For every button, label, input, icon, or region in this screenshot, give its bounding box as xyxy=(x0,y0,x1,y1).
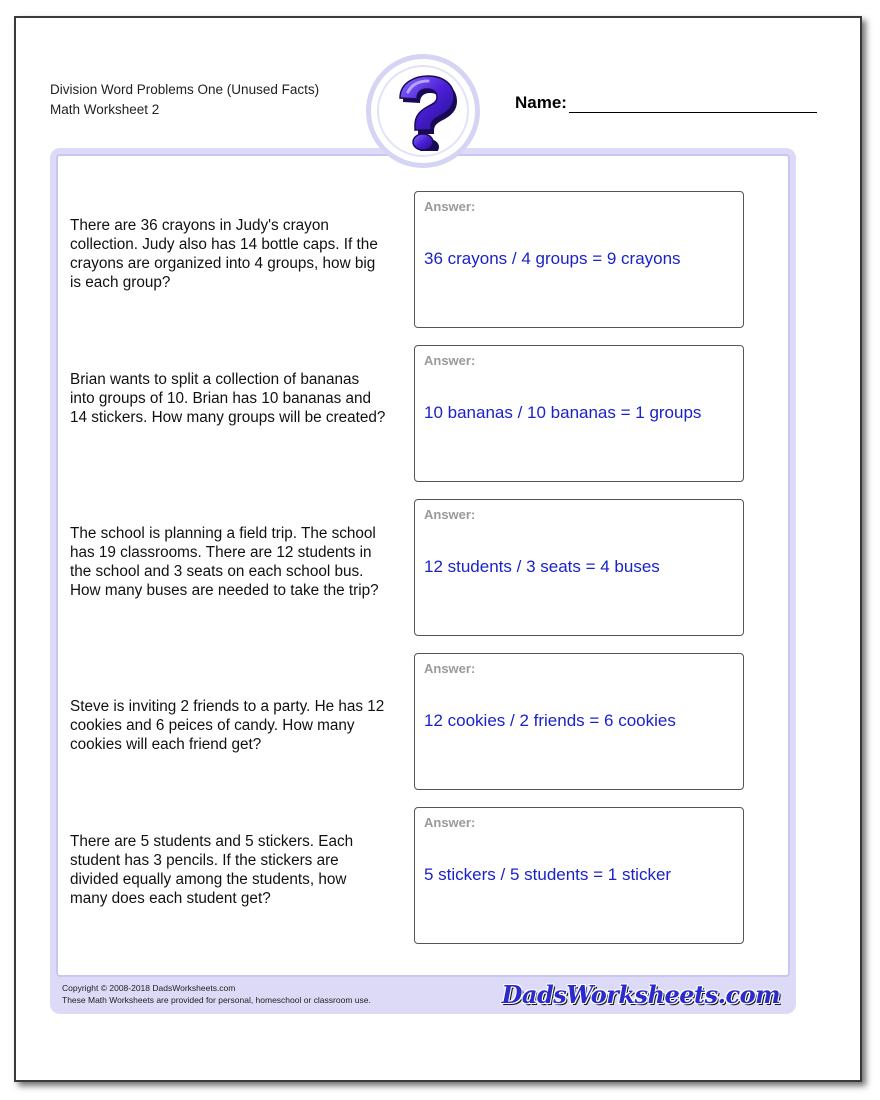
answer-label: Answer: xyxy=(424,353,476,368)
brand-logo: DadsWorksheets.com xyxy=(501,980,780,1009)
usage-notice: These Math Worksheets are provided for personal, homeschool or classroom use. xyxy=(62,995,371,1005)
problem-2-question: Brian wants to split a collection of bananas into groups of 10. Brian has 10 bananas and 14 stickers. How many groups will be created? xyxy=(70,371,386,426)
answer-box-4[interactable] xyxy=(414,653,744,790)
answer-label: Answer: xyxy=(424,661,476,676)
answer-label: Answer: xyxy=(424,815,476,830)
problem-5-question: There are 5 students and 5 stickers. Each student has 3 pencils. If the stickers are divided equally among the students, how many does each student get? xyxy=(70,833,354,907)
answer-text: 12 students / 3 seats = 4 buses xyxy=(424,557,660,576)
problem-3-question: The school is planning a field trip. The school has 19 classrooms. There are 12 students in the school and 3 seats on each school bus. How many buses are needed to take the trip? xyxy=(70,525,379,599)
name-line xyxy=(569,94,817,113)
answer-box-5[interactable] xyxy=(414,807,744,944)
name-field xyxy=(515,93,817,113)
answer-box-3[interactable] xyxy=(414,499,744,636)
answer-label: Answer: xyxy=(424,507,476,522)
question-mark-icon xyxy=(388,73,458,151)
worksheet-title: Division Word Problems One (Unused Facts) xyxy=(50,82,320,97)
worksheet-subtitle: Math Worksheet 2 xyxy=(50,102,160,117)
worksheet-footer xyxy=(50,976,796,1014)
problem-4-question: Steve is inviting 2 friends to a party. He has 12 cookies and 6 peices of candy. How many cookies will each friend get? xyxy=(70,698,385,753)
problem-1-question: There are 36 crayons in Judy's crayon collection. Judy also has 14 bottle caps. If the crayons are organized into 4 groups, how big is each group? xyxy=(70,217,378,291)
copyright-text: Copyright © 2008-2018 DadsWorksheets.com xyxy=(62,983,236,993)
answer-text: 5 stickers / 5 students = 1 sticker xyxy=(424,865,672,884)
answer-text: 36 crayons / 4 groups = 9 crayons xyxy=(424,249,681,268)
question-mark-badge xyxy=(366,54,480,168)
answer-text: 12 cookies / 2 friends = 6 cookies xyxy=(424,711,676,730)
answer-box-2[interactable] xyxy=(414,345,744,482)
name-label: Name: xyxy=(515,93,567,112)
answer-label: Answer: xyxy=(424,199,476,214)
copyright-block xyxy=(62,982,371,1006)
answer-box-1[interactable] xyxy=(414,191,744,328)
answer-text: 10 bananas / 10 bananas = 1 groups xyxy=(424,403,702,422)
worksheet-title-block xyxy=(50,80,319,120)
